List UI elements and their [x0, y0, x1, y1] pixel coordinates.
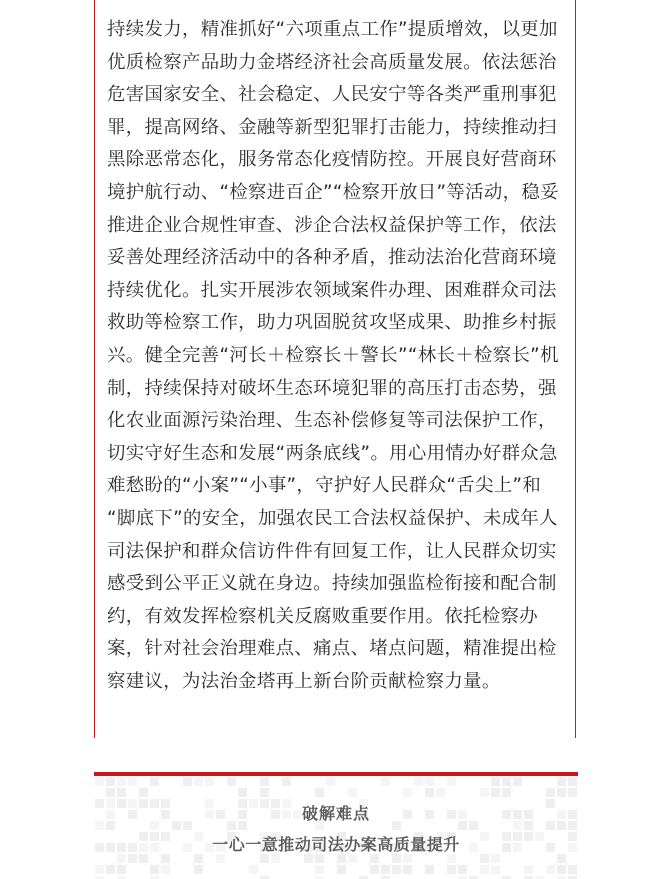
- mosaic-tile: [568, 777, 577, 786]
- paragraph-line: 妥善处理经济活动中的各种矛盾，推动法治化营商环境: [107, 247, 557, 269]
- mosaic-tile: [348, 788, 357, 797]
- mosaic-tile: [370, 865, 379, 874]
- mosaic-tile: [557, 777, 566, 786]
- section-title: 一心一意推动司法办案高质量提升: [212, 835, 460, 854]
- paragraph-line: 罪，提高网络、金融等新型犯罪打击能力，持续推动扫: [107, 116, 557, 138]
- mosaic-tile: [425, 777, 434, 786]
- paragraph-line: 案，针对社会治理难点、痛点、堵点问题，精准提出检: [107, 638, 557, 660]
- mosaic-tile: [403, 865, 412, 874]
- mosaic-tile: [205, 777, 214, 786]
- paragraph-line: 持续发力，精准抓好“六项重点工作”提质增效，以更加: [107, 19, 558, 40]
- mosaic-tile: [260, 854, 269, 863]
- mosaic-tile: [227, 777, 236, 786]
- mosaic-tile: [480, 865, 489, 874]
- mosaic-tile: [370, 854, 379, 863]
- mosaic-tile: [392, 865, 401, 874]
- mosaic-tile: [425, 865, 434, 874]
- mosaic-tile: [183, 777, 192, 786]
- mosaic-tile: [238, 788, 247, 797]
- mosaic-tile: [117, 777, 126, 786]
- paragraph-line: 黑除恶常态化，服务常态化疫情防控。开展良好营商环: [107, 149, 557, 171]
- mosaic-tile: [150, 777, 159, 786]
- mosaic-tile: [502, 777, 511, 786]
- mosaic-tile: [139, 788, 148, 797]
- paragraph-line: 推进企业合规性审查、涉企合法权益保护等工作，依法: [107, 214, 557, 236]
- paragraph-line: 制，持续保持对破坏生态环境犯罪的高压打击态势，强: [107, 377, 557, 399]
- mosaic-tile: [480, 788, 489, 797]
- mosaic-tile: [557, 854, 566, 863]
- mosaic-tile: [117, 854, 126, 863]
- mosaic-tile: [95, 777, 104, 786]
- mosaic-tile: [304, 854, 313, 863]
- mosaic-tile: [315, 865, 324, 874]
- mosaic-tile: [117, 788, 126, 797]
- section-subtitle: 破解难点: [301, 804, 370, 823]
- mosaic-tile: [128, 777, 137, 786]
- paragraph-line: 化农业面源污染治理、生态补偿修复等司法保护工作，: [107, 410, 557, 432]
- paragraph-line: 察建议，为法治金塔再上新台阶贡献检察力量。: [107, 670, 501, 692]
- mosaic-tile: [447, 865, 456, 874]
- mosaic-tile: [381, 865, 390, 874]
- mosaic-tile: [337, 865, 346, 874]
- mosaic-tile: [403, 788, 412, 797]
- mosaic-tile: [216, 854, 225, 863]
- mosaic-tile: [491, 854, 500, 863]
- paragraph-line: 优质检察产品助力金塔经济社会高质量发展。依法惩治: [107, 51, 557, 73]
- mosaic-tile: [337, 854, 346, 863]
- paragraph-line: 兴。健全完善“河长＋检察长＋警长”“林长＋检察长”机: [107, 344, 559, 366]
- mosaic-tile: [403, 854, 412, 863]
- mosaic-tile: [194, 865, 203, 874]
- mosaic-tile: [271, 854, 280, 863]
- mosaic-tile: [315, 854, 324, 863]
- mosaic-tile: [491, 788, 500, 797]
- mosaic-tile: [249, 865, 258, 874]
- mosaic-tile: [458, 865, 467, 874]
- paragraph-line: 难愁盼的“小案”“小事”，守护好人民群众“舌尖上”和: [107, 475, 542, 497]
- mosaic-tile: [557, 788, 566, 797]
- mosaic-tile: [194, 777, 203, 786]
- mosaic-tile: [106, 788, 115, 797]
- mosaic-tile: [513, 777, 522, 786]
- mosaic-tile: [161, 865, 170, 874]
- paragraph-line: 危害国家安全、社会稳定、人民安宁等各类严重刑事犯: [107, 84, 557, 106]
- paragraph-line: 司法保护和群众信访件件有回复工作，让人民群众切实: [107, 540, 557, 562]
- paragraph-line: 救助等检察工作，助力巩固脱贫攻坚成果、助推乡村振: [107, 312, 557, 334]
- mosaic-tile: [150, 865, 159, 874]
- mosaic-tile: [282, 777, 291, 786]
- paragraph-line: 持续优化。扎实开展涉农领域案件办理、困难群众司法: [107, 279, 557, 301]
- mosaic-tile: [447, 777, 456, 786]
- mosaic-tile: [326, 777, 335, 786]
- mosaic-tile: [392, 854, 401, 863]
- mosaic-tile: [381, 777, 390, 786]
- mosaic-tile: [106, 777, 115, 786]
- mosaic-tile: [546, 865, 555, 874]
- article-paragraph: [107, 14, 565, 698]
- paragraph-line: 境护航行动、“检察进百企”“检察开放日”等活动，稳妥: [107, 181, 559, 203]
- mosaic-tile: [557, 865, 566, 874]
- paragraph-line: 约，有效发挥检察机关反腐败重要作用。依托检察办: [107, 605, 539, 627]
- mosaic-tile: [194, 854, 203, 863]
- mosaic-tile: [260, 777, 269, 786]
- paragraph-line: 感受到公平正义就在身边。持续加强监检衔接和配合制: [107, 573, 557, 595]
- paragraph-line: 切实守好生态和发展“两条底线”。用心用情办好群众急: [107, 442, 558, 464]
- mosaic-tile: [502, 788, 511, 797]
- section-header: [94, 772, 578, 879]
- mosaic-tile: [117, 865, 126, 874]
- mosaic-tile: [491, 865, 500, 874]
- mosaic-tile: [524, 865, 533, 874]
- mosaic-tile: [161, 854, 170, 863]
- paragraph-line: “脚底下”的安全，加强农民工合法权益保护、未成年人: [107, 507, 558, 529]
- mosaic-tile: [447, 854, 456, 863]
- mosaic-tile: [260, 788, 269, 797]
- mosaic-tile: [139, 854, 148, 863]
- mosaic-tile: [106, 865, 115, 874]
- mosaic-background: [94, 776, 578, 879]
- mosaic-tile: [425, 788, 434, 797]
- mosaic-tile: [414, 777, 423, 786]
- mosaic-tile: [128, 854, 137, 863]
- mosaic-tile: [546, 788, 555, 797]
- mosaic-tile: [95, 865, 104, 874]
- mosaic-tile: [491, 777, 500, 786]
- mosaic-tile: [568, 865, 577, 874]
- mosaic-tile: [348, 854, 357, 863]
- mosaic-tile: [315, 788, 324, 797]
- mosaic-tile: [480, 854, 489, 863]
- mosaic-tile: [568, 788, 577, 797]
- mosaic-tile: [436, 788, 445, 797]
